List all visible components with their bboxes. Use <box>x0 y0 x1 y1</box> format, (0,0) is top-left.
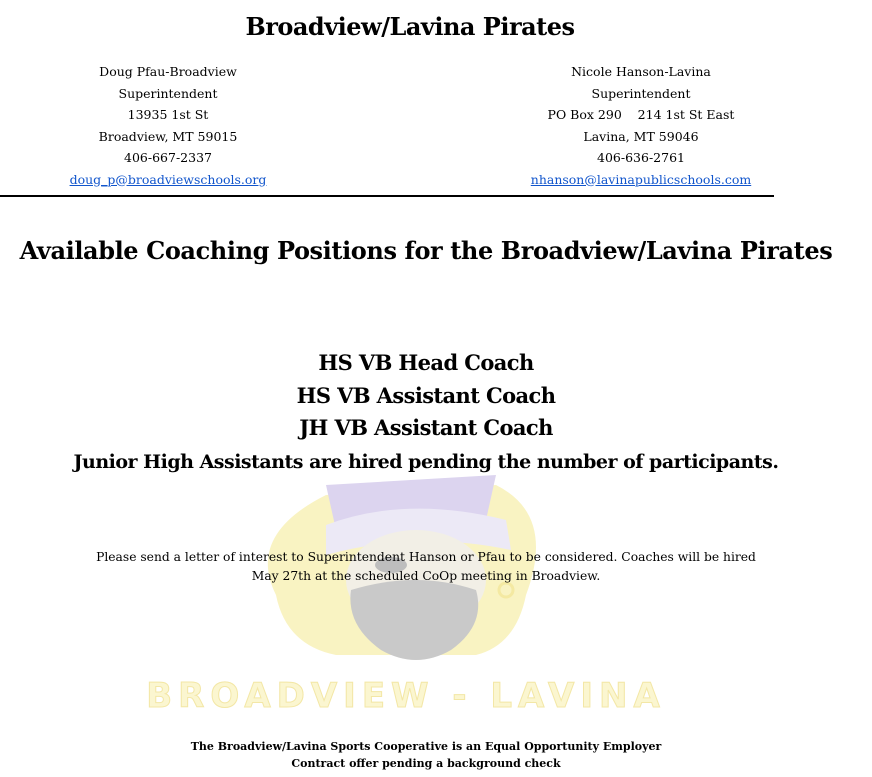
contact-email-link[interactable]: nhanson@lavinapublicschools.com <box>530 171 752 187</box>
contact-name: Nicole Hanson-Lavina Superintendent <box>571 64 711 101</box>
contact-address-line2: Lavina, MT 59046 <box>583 128 699 144</box>
position-item: JH VB Assistant Coach <box>299 415 553 440</box>
contact-phone: 406-667-2337 <box>124 150 212 165</box>
header-divider <box>0 195 774 197</box>
footer <box>0 738 852 772</box>
logo-wordmark: BROADVIEW - LAVINA <box>146 676 666 716</box>
equal-opportunity-statement: The Broadview/Lavina Sports Cooperative is an Equal Opportunity Employer <box>190 740 662 753</box>
pirate-logo-graphic <box>146 475 666 716</box>
contact-name: Doug Pfau-Broadview Superintendent <box>99 64 237 101</box>
position-item: HS VB Head Coach <box>318 350 534 375</box>
contact-address-line2: Broadview, MT 59015 <box>98 128 238 144</box>
contact-broadview <box>62 61 274 190</box>
contact-address-line1: 13935 1st St <box>127 107 209 122</box>
pirate-logo-watermark <box>146 475 666 716</box>
positions-list <box>0 347 852 479</box>
contact-lavina <box>520 61 762 190</box>
page-title: Broadview/Lavina Pirates <box>245 12 575 41</box>
background-check-note: Contract offer pending a background check <box>291 757 561 770</box>
application-instructions: Please send a letter of interest to Superintendent Hanson or Pfau to be considered. Coaches will be hired May 27th at the scheduled CoOp meeting in Broadview. <box>96 550 756 583</box>
contact-email-link[interactable]: doug_p@broadviewschools.org <box>69 171 267 187</box>
positions-heading: Available Coaching Positions for the Broadview/Lavina Pirates <box>19 236 833 265</box>
positions-note: Junior High Assistants are hired pending the number of participants. <box>73 450 779 473</box>
contact-address-line1: PO Box 290 214 1st St East <box>547 107 735 122</box>
position-item: HS VB Assistant Coach <box>296 382 556 408</box>
contact-phone: 406-636-2761 <box>597 150 685 165</box>
